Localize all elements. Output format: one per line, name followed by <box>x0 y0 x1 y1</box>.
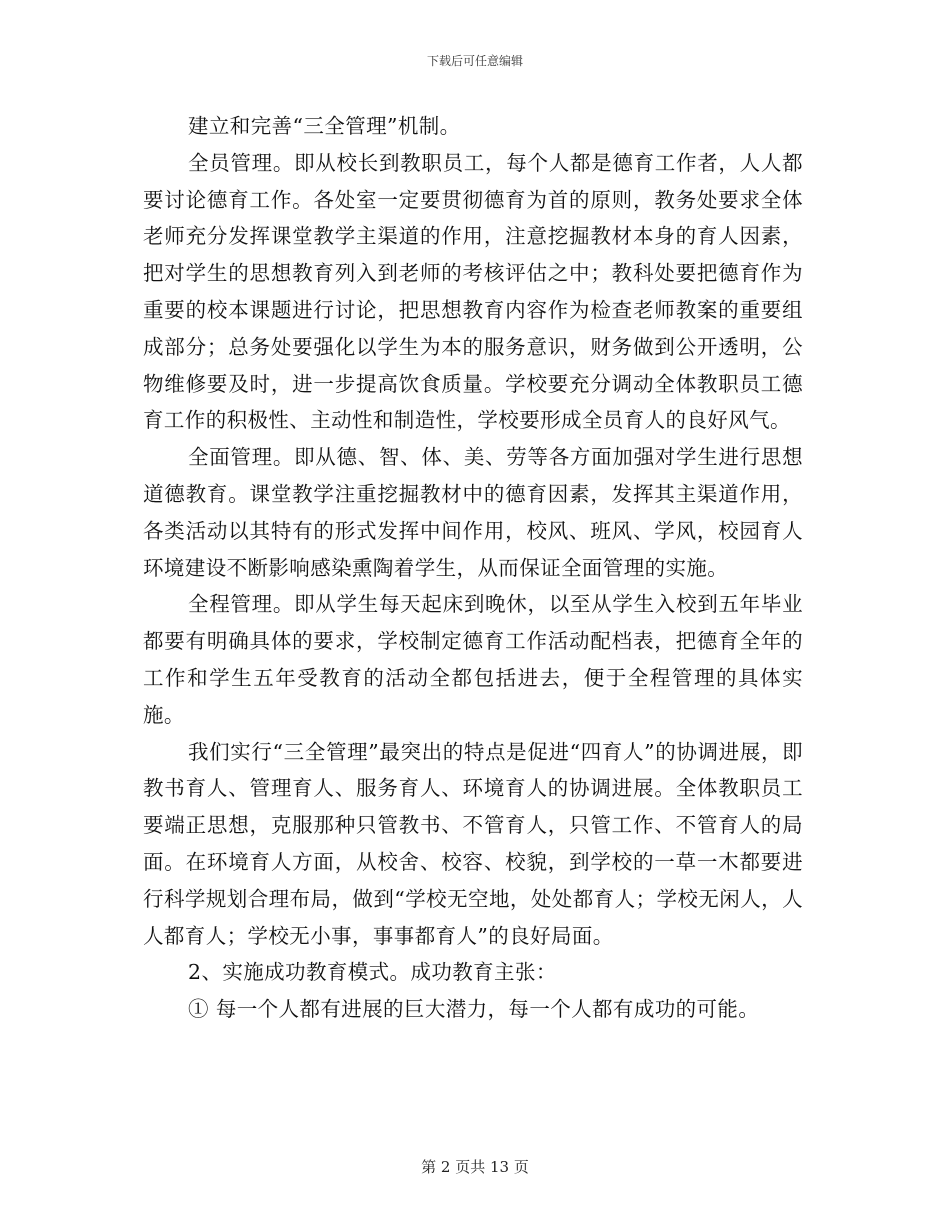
paragraph-mechanism-intro: 建立和完善“三全管理”机制。 <box>188 114 461 138</box>
paragraph-success-education-heading: 2、实施成功教育模式。成功教育主张： <box>188 960 557 985</box>
paragraph-full-staff-management: 全员管理。即从校长到教职员工，每个人都是德育工作者，人人都要讨论德育工作。各处室一定要贯彻德育为首的原则，教务处要求全体老师充分发挥课堂教学主渠道的作用，注意挖掘教材本身的育人因素，把对学生的思想教育列入到老师的考核评估之中；教科处要把德育作为重要的校本课题进行讨论，把思想教育内容作为检查老师教案的重要组成部分；总务处要强化以学生为本的服务意识，财务做到公开透明，公物维修要及时，进一步提高饮食质量。学校要充分调动全体教职员工德育工作的积极性、主动性和制造性，学校要形成全员育人的良好风气。 <box>143 150 803 433</box>
page-number-footer: 第 2 页共 13 页 <box>421 1158 529 1176</box>
document-body <box>143 108 803 1028</box>
page-header-note: 下载后可任意编辑 <box>426 54 523 68</box>
paragraph-comprehensive-management: 全面管理。即从德、智、体、美、劳等各方面加强对学生进行思想道德教育。课堂教学注重挖掘教材中的德育因素，发挥其主渠道作用，各类活动以其特有的形式发挥中间作用，校风、班风、学风，校园育人环境建设不断影响感染熏陶着学生，从而保证全面管理的实施。 <box>143 445 803 580</box>
paragraph-four-education-coordination: 我们实行“三全管理”最突出的特点是促进“四育人”的协调进展，即教书育人、管理育人、服务育人、环境育人的协调进展。全体教职员工要端正思想，克服那种只管教书、不管育人，只管工作、不管育人的局面。在环境育人方面，从校舍、校容、校貌，到学校的一草一木都要进行科学规划合理布局，做到“学校无空地，处处都育人；学校无闲人，人人都育人；学校无小事，事事都育人”的良好局面。 <box>143 739 803 948</box>
paragraph-success-point-one: ① 每一个人都有进展的巨大潜力，每一个人都有成功的可能。 <box>188 997 760 1022</box>
paragraph-whole-process-management: 全程管理。即从学生每天起床到晚休，以至从学生入校到五年毕业都要有明确具体的要求，学校制定德育工作活动配档表，把德育全年的工作和学生五年受教育的活动全都包括进去，便于全程管理的具体实施。 <box>143 592 803 727</box>
